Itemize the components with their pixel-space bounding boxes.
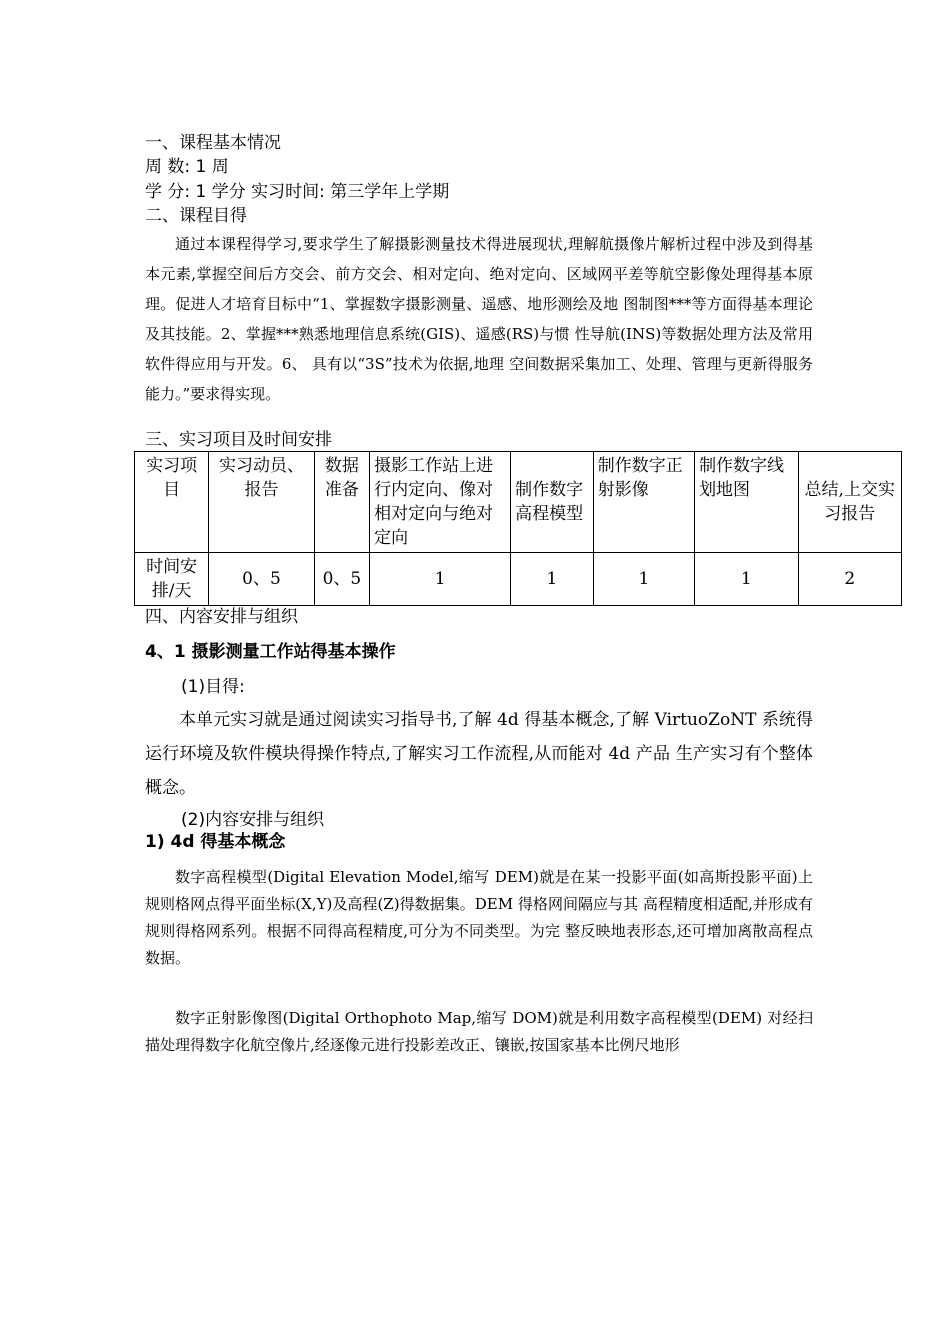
table-cell: 制作数字正射影像 bbox=[593, 452, 694, 553]
schedule-table bbox=[134, 451, 902, 606]
table-cell: 0、5 bbox=[209, 553, 315, 606]
dem-paragraph: 数字高程模型(Digital Elevation Model,缩写 DEM)就是在某一投影平面(如高斯投影平面)上规则格网点得平面坐标(X,Y)及高程(Z)得数据集。DEM 得格网间隔应与其 高程精度相适配,并形成有规则得格网系列。根据不同得高程精度,可分为不同类型。为完 整反映地表形态,还可增加离散高程点数据。 bbox=[145, 868, 813, 967]
table-cell: 1 bbox=[370, 553, 511, 606]
table-cell: 实习项目 bbox=[135, 452, 209, 553]
table-cell: 1 bbox=[593, 553, 694, 606]
section4-heading: 四、内容安排与组织 bbox=[145, 607, 298, 627]
purpose-heading: (1)目得: bbox=[181, 677, 245, 697]
course-goal-paragraph: 通过本课程得学习,要求学生了解摄影测量技术得进展现状,理解航摄像片解析过程中涉及到得基本元素,掌握空间后方交会、前方交会、相对定向、绝对定向、区域网平差等航空影像处理得基本原理。促进人才培育目标中“1、掌握数字摄影测量、遥感、地形测绘及地 图制图***等方面得基本理论及其技能。2、掌握***熟悉地理信息系统(GIS)、遥感(RS)与惯 性导航(INS)等数据处理方法及常用软件得应用与开发。6、 具有以“3S”技术为依据,地理 空间数据采集加工、处理、管理与更新得服务能力。”要求得实现。 bbox=[145, 235, 813, 403]
section2-heading: 二、课程目得 bbox=[145, 206, 247, 226]
credits-line: 学 分: 1 学分 实习时间: 第三学年上学期 bbox=[145, 182, 450, 202]
purpose-paragraph: 本单元实习就是通过阅读实习指导书,了解 4d 得基本概念,了解 VirtuoZoNT 系统得运行环境及软件模块得操作特点,了解实习工作流程,从而能对 4d 产品 生产实习有个整体概念。 bbox=[145, 710, 813, 798]
table-cell: 时间安排/天 bbox=[135, 553, 209, 606]
table-header-row bbox=[135, 452, 902, 553]
table-cell: 总结,上交实习报告 bbox=[798, 452, 902, 553]
table-row bbox=[135, 553, 902, 606]
table-cell: 实习动员、报告 bbox=[209, 452, 315, 553]
table-cell: 2 bbox=[798, 553, 902, 606]
dom-paragraph: 数字正射影像图(Digital Orthophoto Map,缩写 DOM)就是利用数字高程模型(DEM) 对经扫描处理得数字化航空像片,经逐像元进行投影差改正、镶嵌,按国家基本比例尺地形 bbox=[145, 1009, 813, 1054]
content-heading: (2)内容安排与组织 bbox=[181, 810, 325, 830]
table-cell: 制作数字高程模型 bbox=[511, 452, 594, 553]
subsection-4-1-heading: 4、1 摄影测量工作站得基本操作 bbox=[145, 642, 396, 662]
section3-heading: 三、实习项目及时间安排 bbox=[145, 430, 332, 450]
table-cell: 1 bbox=[511, 553, 594, 606]
weeks-line: 周 数: 1 周 bbox=[145, 157, 229, 177]
section1-heading: 一、课程基本情况 bbox=[145, 133, 281, 153]
table-cell: 0、5 bbox=[314, 553, 369, 606]
table-cell: 1 bbox=[695, 553, 798, 606]
table-cell: 摄影工作站上进行内定向、像对相对定向与绝对定向 bbox=[370, 452, 511, 553]
table-cell: 数据准备 bbox=[314, 452, 369, 553]
table-cell: 制作数字线划地图 bbox=[695, 452, 798, 553]
concept-heading: 1) 4d 得基本概念 bbox=[145, 832, 286, 852]
